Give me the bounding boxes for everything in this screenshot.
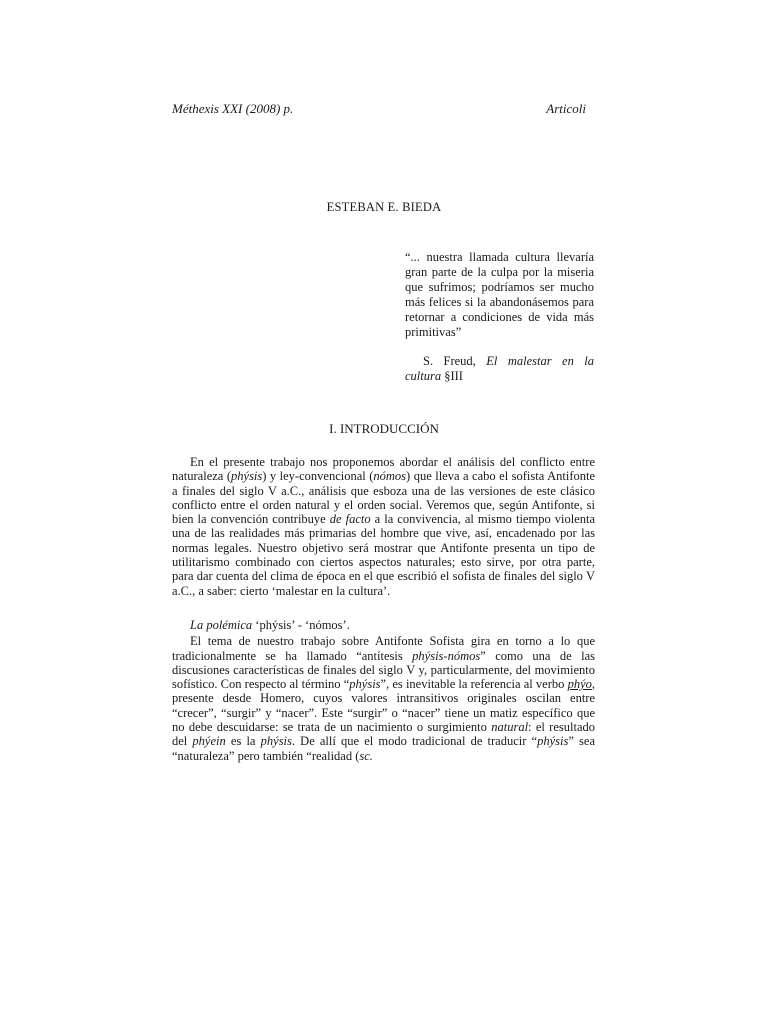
running-header bbox=[172, 101, 586, 121]
subheading: La polémica ‘phýsis’ - ‘nómos’. bbox=[190, 617, 350, 632]
section-label: Articoli bbox=[546, 101, 586, 116]
epigraph-reference: §III bbox=[444, 369, 463, 383]
epigraph-author: S. Freud, bbox=[423, 354, 476, 368]
section-heading: I. INTRODUCCIÓN bbox=[329, 421, 439, 436]
epigraph-work: El malestar en la cultura bbox=[405, 354, 594, 383]
paragraph-physis-nomos: El tema de nuestro trabajo sobre Antifonte Sofista gira en torno a lo que tradicionalmente se ha llamado “antítesis phýsis-nómos” como una de las discusiones características de finales del siglo V y, particularmente, del movimiento sofístico. Con respecto al término “phýsis”, es inevitable la referencia al verbo phýo, presente desde Homero, cuyos valores intransitivos originales oscilan entre “crecer”, “surgir” y “nacer”. Este “surgir” o “nacer” tiene un matiz específico que no debe descuidarse: se trata de un nacimiento o surgimiento natural: el resultado del phýein es la phýsis. De allí que el modo tradicional de traducir “phýsis” sea “naturaleza” pero también “realidad (sc. bbox=[172, 634, 596, 763]
epigraph-attribution bbox=[405, 354, 594, 384]
paragraph-intro: En el presente trabajo nos proponemos abordar el análisis del conflicto entre naturaleza (phýsis) y ley-convencional (nómos) que lleva a cabo el sofista Antifonte a finales del siglo V a.C., análisis que esboza una de las versiones de este clásico conflicto entre el orden natural y el orden social. Veremos que, según Antifonte, si bien la convención contribuye de facto a la convivencia, al mismo tiempo violenta una de las realidades más primarias del hombre que vive, así, encadenado por las normas legales. Nuestro objetivo será mostrar que Antifonte presenta un tipo de utilitarismo combinado con ciertos aspectos naturales; esto sirve, por otra parte, para dar cuenta del clima de época en el que escribió el sofista de finales del siglo V a.C., a saber: cierto ‘malestar en la cultura’. bbox=[172, 455, 595, 598]
epigraph-text: “... nuestra llamada cultura llevaría gran parte de la culpa por la miseria que sufrimos; podríamos ser mucho más felices si la abandonásemos para retornar a condiciones de vida más primitivas” bbox=[405, 250, 594, 339]
body-text bbox=[172, 455, 595, 763]
epigraph bbox=[405, 250, 594, 384]
author-name: ESTEBAN E. BIEDA bbox=[326, 200, 442, 214]
journal-citation: Méthexis XXI (2008) p. bbox=[172, 101, 294, 116]
